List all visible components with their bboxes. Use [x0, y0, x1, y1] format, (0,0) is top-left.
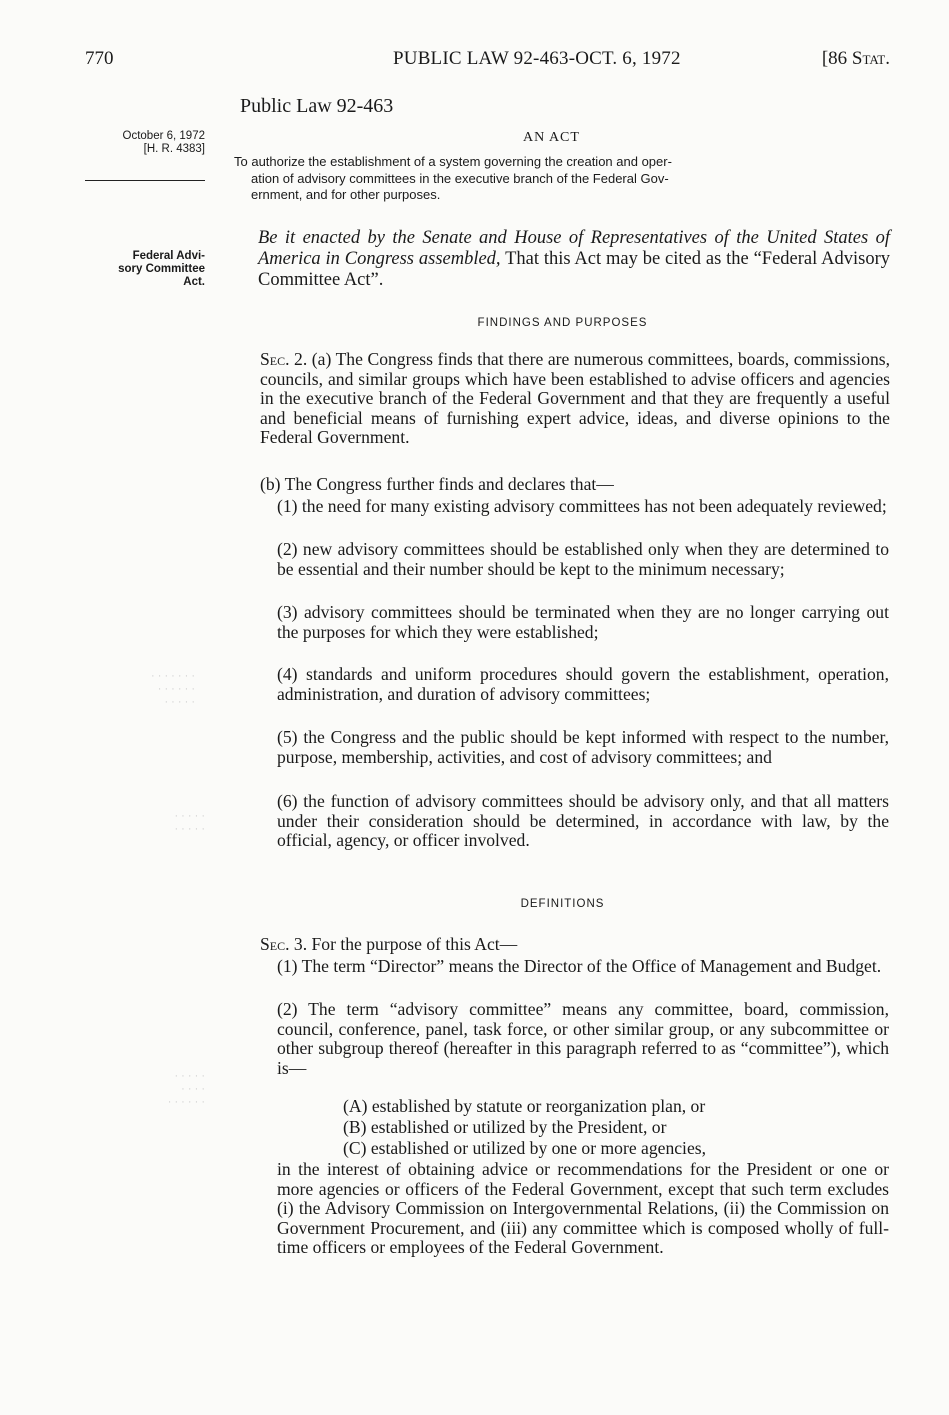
- definition-subitem: (A) established by statute or reorganization plan, or: [343, 1096, 706, 1116]
- definition-item: (2) The term “advisory committee” means any committee, board, commission, council, conference, panel, task force, or other similar group, or any subcommittee or other subgroup thereof (hereafter in this paragraph referred to as “committee”), which is—: [277, 999, 889, 1078]
- definition-subitem: (C) established or utilized by one or more agencies,: [343, 1138, 706, 1158]
- an-act-heading: AN ACT: [523, 130, 580, 145]
- finding-item: (3) advisory committees should be terminated when they are no longer carrying out the purposes for which they were established;: [277, 602, 889, 642]
- bill-number: [H. R. 4383]: [143, 143, 205, 155]
- page-header: [85, 48, 890, 78]
- section-2a: [260, 350, 890, 448]
- section-heading: FINDINGS AND PURPOSES: [477, 317, 648, 329]
- bleed-through-note: · · · · · · · · · ·: [174, 810, 205, 835]
- finding-item: (2) new advisory committees should be established only when they are determined to be essential and their number should be kept to the minimum necessary;: [277, 539, 889, 579]
- page-number: 770: [85, 48, 114, 69]
- statute-reference: [86 Stat.: [821, 48, 890, 69]
- act-purpose: [234, 154, 889, 204]
- section-3-intro-text: For the purpose of this Act—: [307, 934, 518, 954]
- margin-date: [80, 130, 205, 156]
- purpose-line: ernment, and for other purposes.: [251, 187, 441, 202]
- enacting-formula: Be it enacted by the Senate and House of Representatives of the United States of America in Congress assembled,: [258, 228, 890, 269]
- finding-item: (5) the Congress and the public should be kept informed with respect to the number, purpose, membership, activities, and cost of advisory committees; and: [277, 727, 889, 767]
- bleed-through-note: · · · · · · · · · · · · · · ·: [167, 1070, 205, 1108]
- short-title-line: sory Committee: [118, 263, 205, 275]
- finding-item: (4) standards and uniform procedures should govern the establishment, operation, administration, and duration of advisory committees;: [277, 664, 889, 704]
- margin-rule: [85, 180, 205, 181]
- finding-item: (1) the need for many existing advisory committees has not been adequately reviewed;: [277, 496, 887, 516]
- section-label: Sec. 2.: [260, 349, 308, 369]
- definition-continuation: in the interest of obtaining advice or recommendations for the President or one or more agencies or officers of the Federal Government, except that such term excludes (i) the Advisory Commission on Intergovernmental Relations, (ii) the Commission on Government Procurement, and (iii) any committee which is composed wholly of full-time officers or employees of the Federal Government.: [277, 1159, 889, 1258]
- purpose-line: ation of advisory committees in the executive branch of the Federal Gov-: [251, 170, 669, 186]
- bleed-through-note: · · · · · · · · · · · · · · · · · ·: [151, 670, 195, 708]
- finding-item: (6) the function of advisory committees should be advisory only, and that all matters under their consideration should be determined, in accordance with law, by the official, agency, or officer involved.: [277, 791, 889, 851]
- section-3-intro: [260, 935, 890, 955]
- definition-item: (1) The term “Director” means the Director of the Office of Management and Budget.: [277, 956, 882, 976]
- definition-subitem: (B) established or utilized by the President, or: [343, 1117, 667, 1137]
- public-law-title: Public Law 92-463: [240, 95, 394, 117]
- margin-short-title: [80, 250, 205, 289]
- short-title-line: Act.: [183, 276, 205, 288]
- section-2a-text: (a) The Congress finds that there are numerous committees, boards, commissions, councils, and similar groups which have been established to advise officers and agencies in the executive branch of the Federal Government and that they are frequently a useful and beneficial means of furnishing expert advice, ideas, and diverse opinions to the Federal Government.: [260, 349, 890, 448]
- section-label: Sec. 3.: [260, 934, 308, 954]
- section-2b: (b) The Congress further finds and declares that—: [260, 474, 614, 494]
- section-heading: DEFINITIONS: [520, 898, 605, 910]
- short-title-clause: That this Act may be cited as the “Federal Advisory Committee Act”.: [258, 249, 890, 290]
- enacting-clause: [258, 228, 890, 291]
- short-title-line: Federal Advi-: [132, 250, 205, 262]
- enactment-date: October 6, 1972: [122, 130, 205, 142]
- running-title: PUBLIC LAW 92-463-OCT. 6, 1972: [393, 48, 681, 69]
- purpose-line: To authorize the establishment of a system governing the creation and oper-: [234, 154, 672, 169]
